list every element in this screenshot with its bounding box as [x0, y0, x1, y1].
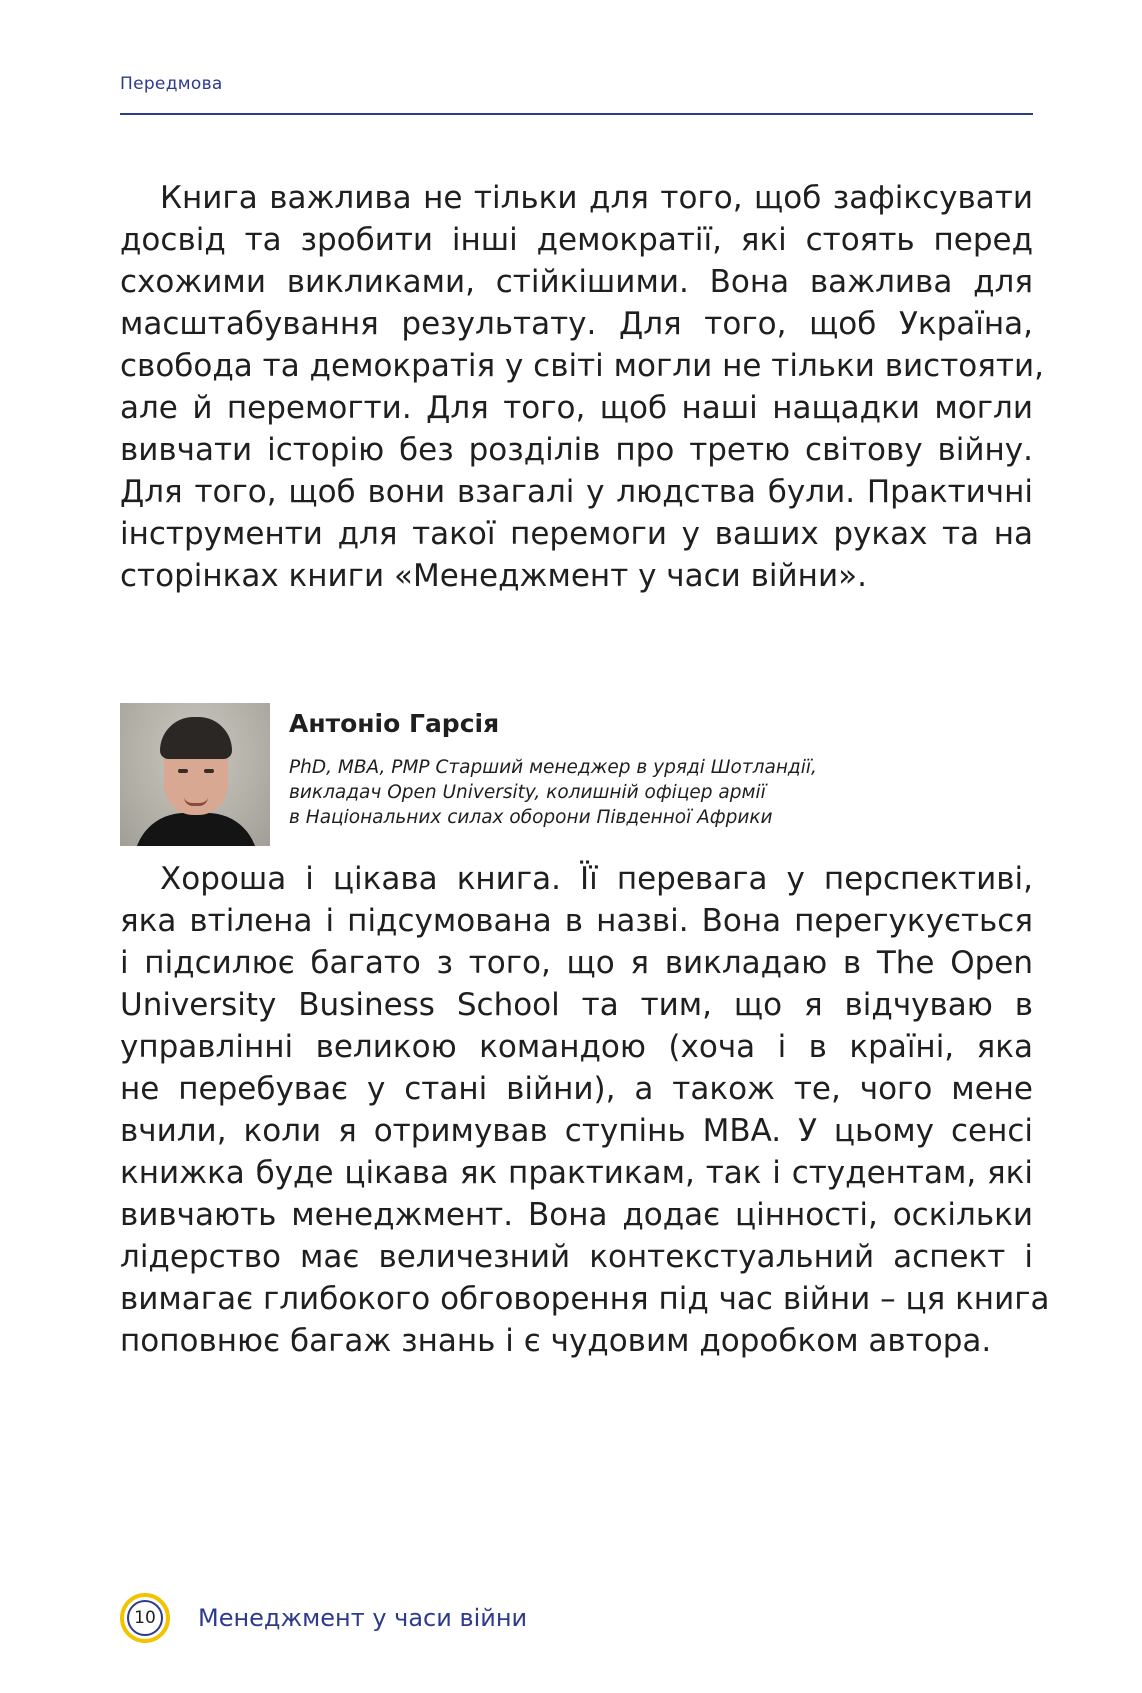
- paragraph-line: лідерство має величезний контекстуальний аспект і: [120, 1239, 1033, 1275]
- paragraph-line: University Business School та тим, що я відчуваю в: [120, 987, 1033, 1023]
- paragraph-line: Хороша і цікава книга. Її перевага у перспективі,: [160, 861, 1033, 897]
- section-header: Передмова: [120, 74, 223, 94]
- paragraph-line: вимагає глибокого обговорення під час війни – ця книга: [120, 1281, 1050, 1317]
- paragraph-line: досвід та зробити інші демократії, які стоять перед: [120, 222, 1033, 258]
- paragraph-line: але й перемогти. Для того, щоб наші нащадки могли: [120, 390, 1033, 426]
- paragraph-line: масштабування результату. Для того, щоб Україна,: [120, 306, 1033, 342]
- paragraph-line: не перебуває у стані війни), а також те, чого мене: [120, 1071, 1033, 1107]
- author-bio-line: в Національних силах оборони Південної Африки: [289, 807, 773, 828]
- review-paragraph: [120, 858, 1050, 1362]
- paragraph-line: яка втілена і підсумована в назві. Вона перегукується: [120, 903, 1033, 939]
- paragraph-line: Книга важлива не тільки для того, щоб зафіксувати: [160, 180, 1033, 216]
- photo-eye: [178, 769, 188, 773]
- paragraph-line: схожими викликами, стійкішими. Вона важлива для: [120, 264, 1033, 300]
- paragraph-line: поповнює багаж знань і є чудовим доробком автора.: [120, 1323, 992, 1359]
- page-number-badge: [120, 1593, 170, 1643]
- paragraph-line: вивчають менеджмент. Вона додає цінності, оскільки: [120, 1197, 1033, 1233]
- paragraph-line: вивчати історію без розділів про третю світову війну.: [120, 432, 1033, 468]
- photo-hair: [160, 717, 232, 759]
- paragraph-line: інструменти для такої перемоги у ваших руках та на: [120, 516, 1033, 552]
- author-bio-line: PhD, MBA, PMP Старший менеджер в уряді Шотландії,: [289, 757, 817, 778]
- paragraph-line: і підсилює багато з того, що я викладаю в The Open: [120, 945, 1033, 981]
- paragraph-line: сторінках книги «Менеджмент у часи війни».: [120, 558, 867, 594]
- author-bio: [289, 755, 1009, 830]
- author-name: Антоніо Гарсія: [289, 709, 500, 738]
- header-divider: [120, 113, 1033, 115]
- paragraph-line: управлінні великою командою (хоча і в країні, яка: [120, 1029, 1033, 1065]
- author-bio-line: викладач Open University, колишній офіцер армії: [289, 782, 766, 803]
- photo-shirt: [134, 813, 258, 846]
- paragraph-line: вчили, коли я отримував ступінь MBA. У цьому сенсі: [120, 1113, 1033, 1149]
- photo-eye: [204, 769, 214, 773]
- author-photo: [120, 703, 270, 846]
- footer-book-title: Менеджмент у часи війни: [198, 1604, 528, 1632]
- paragraph-line: Для того, щоб вони взагалі у людства були. Практичні: [120, 474, 1033, 510]
- page-number: 10: [127, 1600, 163, 1636]
- intro-paragraph: [120, 177, 1044, 597]
- paragraph-line: книжка буде цікава як практикам, так і студентам, які: [120, 1155, 1033, 1191]
- paragraph-line: свобода та демократія у світі могли не тільки вистояти,: [120, 348, 1044, 384]
